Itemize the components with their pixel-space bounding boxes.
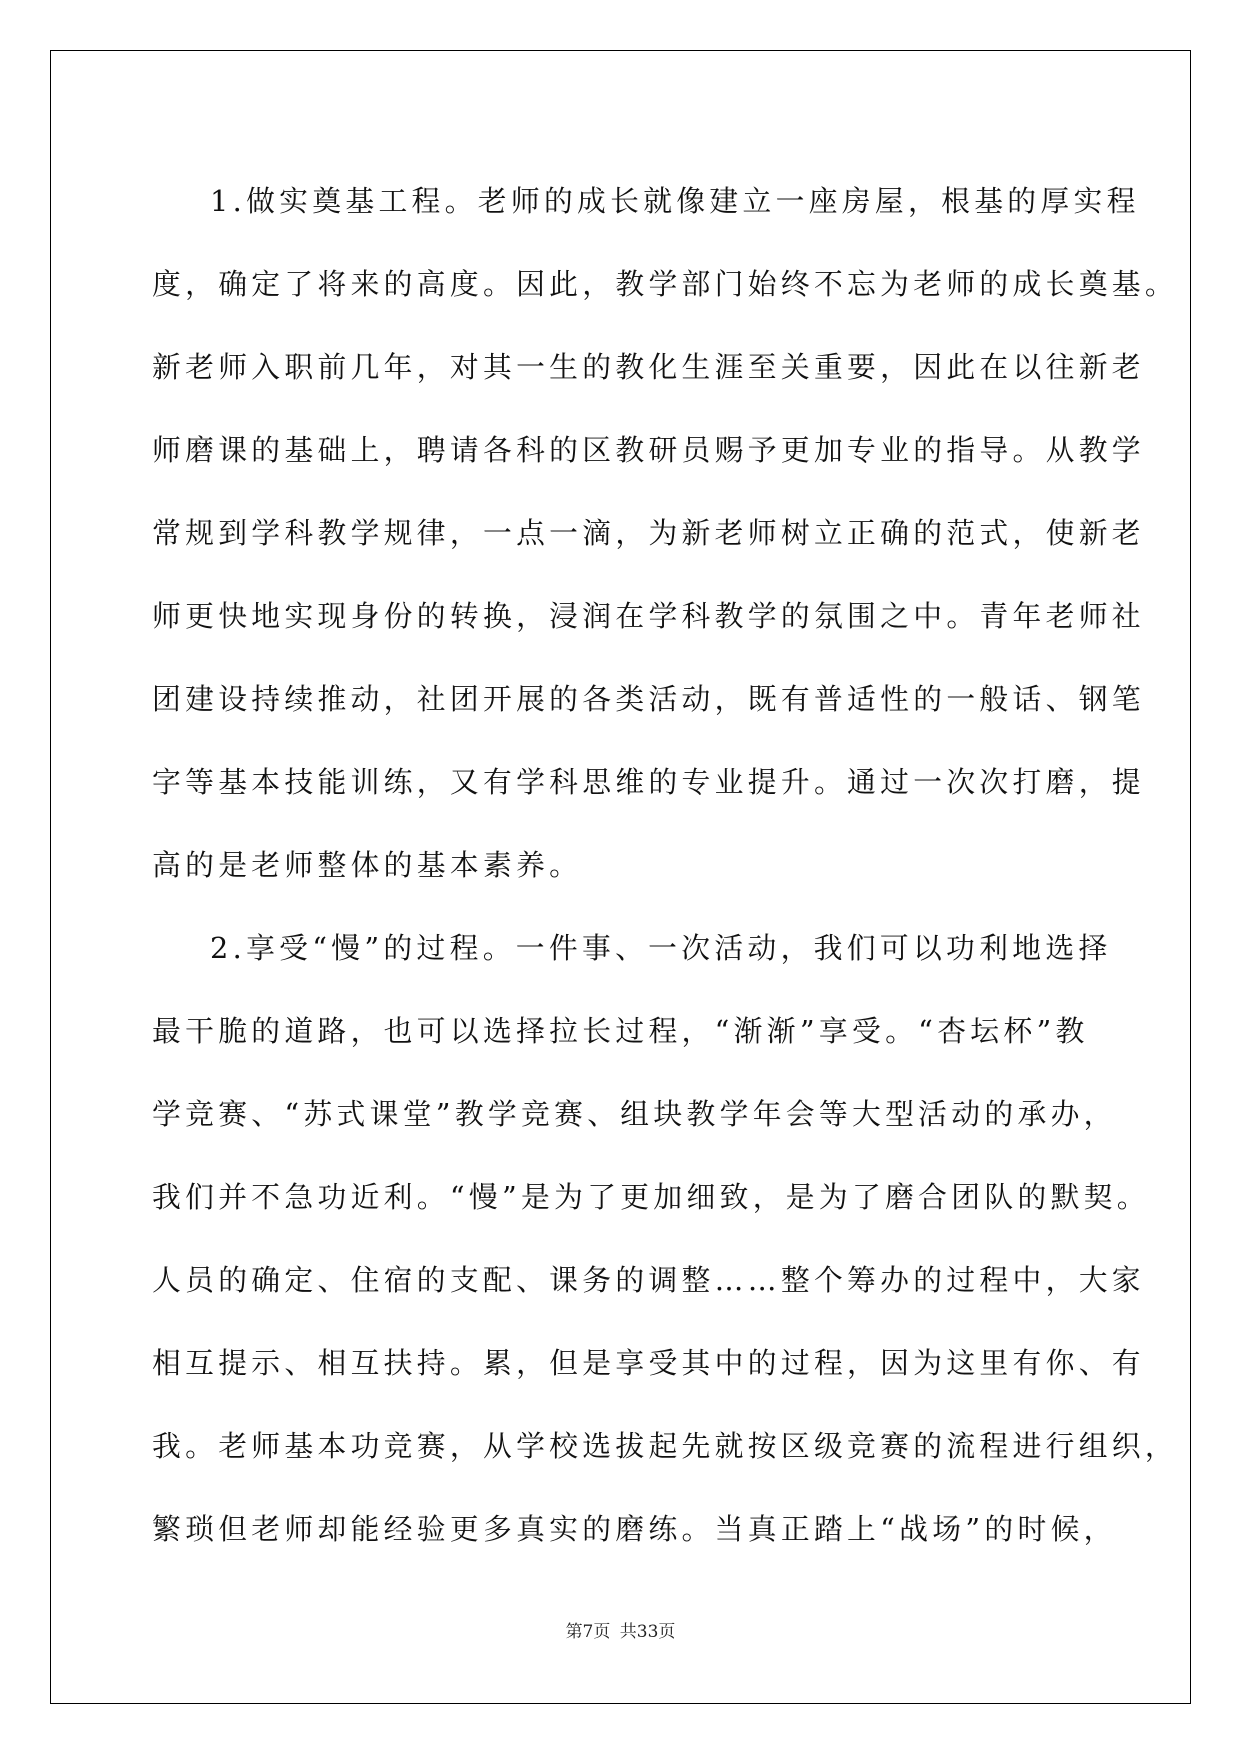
text-line: 我们并不急功近利。“慢”是为了更加细致，是为了磨合团队的默契。	[152, 1180, 1150, 1214]
text-line: 师磨课的基础上，聘请各科的区教研员赐予更加专业的指导。从教学	[152, 433, 1145, 467]
text-line: 人员的确定、住宿的支配、课务的调整……整个筹办的过程中，大家	[152, 1263, 1145, 1297]
text-line: 师更快地实现身份的转换，浸润在学科教学的氛围之中。青年老师社	[152, 599, 1145, 633]
document-body	[152, 160, 1179, 1571]
text-line: 1.做实奠基工程。老师的成长就像建立一座房屋，根基的厚实程	[210, 184, 1140, 218]
total-pages: 共33页	[619, 1622, 676, 1642]
text-line: 新老师入职前几年，对其一生的教化生涯至关重要，因此在以往新老	[152, 350, 1145, 384]
text-line: 学竞赛、“苏式课堂”教学竞赛、组块教学年会等大型活动的承办，	[152, 1097, 1117, 1131]
paragraph-2	[152, 907, 1179, 1571]
text-line: 最干脆的道路，也可以选择拉长过程，“渐渐”享受。“杏坛杯”教	[152, 1014, 1089, 1048]
text-line: 度，确定了将来的高度。因此，教学部门始终不忘为老师的成长奠基。	[152, 267, 1179, 301]
text-line: 字等基本技能训练，又有学科思维的专业提升。通过一次次打磨，提	[152, 765, 1145, 799]
text-line: 常规到学科教学规律，一点一滴，为新老师树立正确的范式，使新老	[152, 516, 1145, 550]
paragraph-1	[152, 160, 1179, 907]
page-footer	[0, 1617, 1241, 1642]
text-line: 2.享受“慢”的过程。一件事、一次活动，我们可以功利地选择	[210, 931, 1112, 965]
text-line: 繁琐但老师却能经验更多真实的磨练。当真正踏上“战场”的时候，	[152, 1512, 1117, 1546]
text-line: 相互提示、相互扶持。累，但是享受其中的过程，因为这里有你、有	[152, 1346, 1145, 1380]
text-line: 我。老师基本功竞赛，从学校选拔起先就按区级竞赛的流程进行组织，	[152, 1429, 1179, 1463]
text-line: 团建设持续推动，社团开展的各类活动，既有普适性的一般话、钢笔	[152, 682, 1145, 716]
page-number: 第7页	[565, 1622, 611, 1642]
text-line: 高的是老师整体的基本素养。	[152, 848, 583, 882]
